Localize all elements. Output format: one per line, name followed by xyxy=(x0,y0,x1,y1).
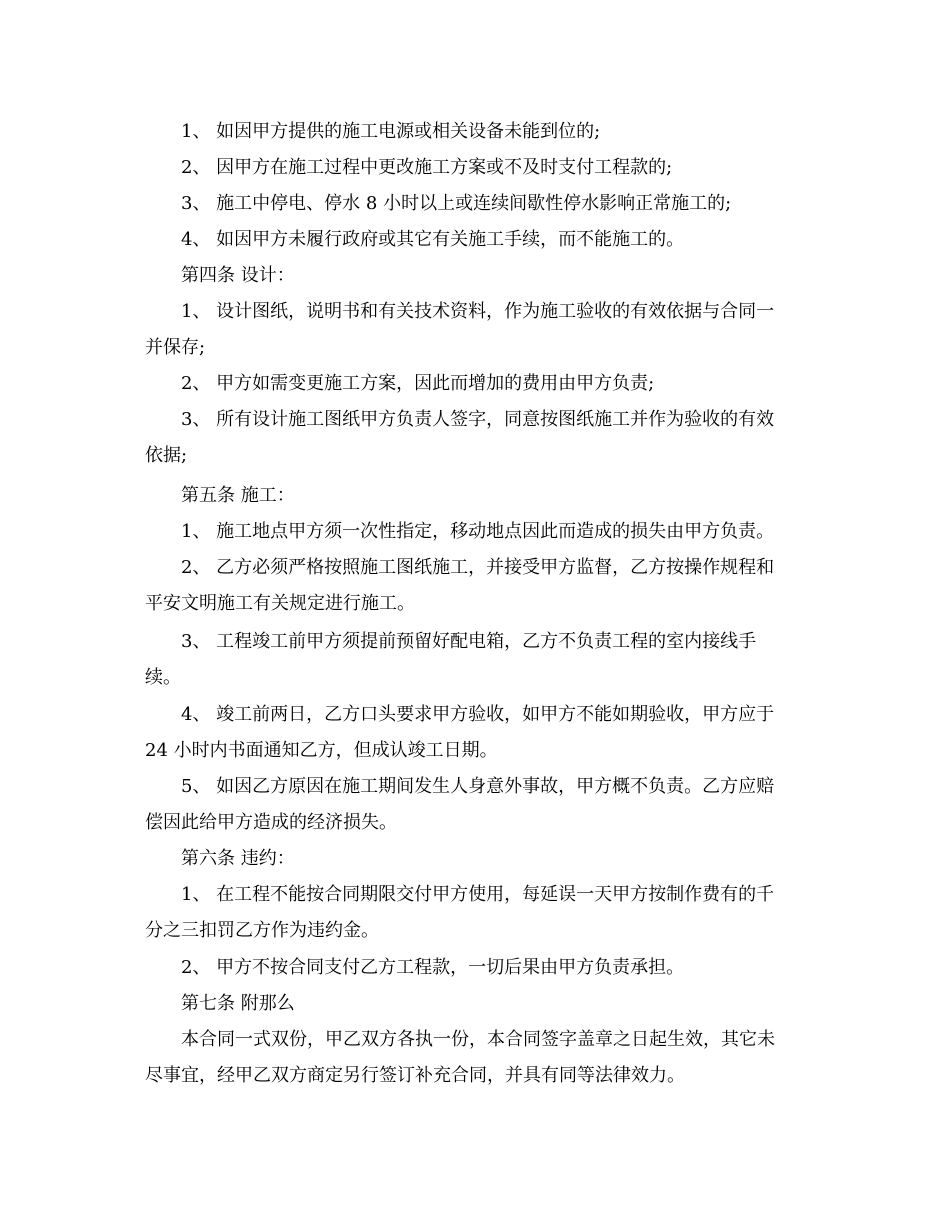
clause-item-1 xyxy=(145,114,805,150)
text-line: 2、 甲方不按合同支付乙方工程款，一切后果由甲方负责承担。 xyxy=(181,957,685,978)
text-line: 4、 如因甲方未履行政府或其它有关施工手续，而不能施工的。 xyxy=(181,229,685,250)
design-item-2 xyxy=(145,366,805,402)
heading-line: 第四条 设计： xyxy=(181,265,295,286)
design-item-1 xyxy=(145,294,805,366)
clause-item-4 xyxy=(145,222,805,258)
text-line: 2、 甲方如需变更施工方案，因此而增加的费用由甲方负责; xyxy=(181,373,655,394)
text-line: 并保存; xyxy=(145,337,206,358)
text-line: 偿因此给甲方造成的经济损失。 xyxy=(145,812,397,833)
construction-item-2 xyxy=(145,550,805,622)
text-line: 依据; xyxy=(145,445,188,466)
heading-line: 第五条 施工： xyxy=(181,485,295,506)
text-line: 5、 如因乙方原因在施工期间发生人身意外事故，甲方概不负责。乙方应赔 xyxy=(181,776,775,797)
breach-item-1 xyxy=(145,877,805,949)
construction-item-5 xyxy=(145,769,805,841)
heading-line: 第七条 附那么 xyxy=(181,993,295,1014)
section-heading-article-6 xyxy=(145,841,805,877)
text-line: 续。 xyxy=(145,667,181,688)
text-line: 尽事宜，经甲乙双方商定另行签订补充合同，并具有同等法律效力。 xyxy=(145,1065,685,1086)
text-line: 1、 如因甲方提供的施工电源或相关设备未能到位的; xyxy=(181,121,601,142)
section-heading-article-7 xyxy=(145,986,805,1022)
construction-item-4 xyxy=(145,697,805,769)
clause-item-2 xyxy=(145,150,805,186)
text-line: 1、 施工地点甲方须一次性指定，移动地点因此而造成的损失由甲方负责。 xyxy=(181,521,775,542)
section-heading-article-5 xyxy=(145,478,805,514)
text-line: 4、 竣工前两日，乙方口头要求甲方验收，如甲方不能如期验收，甲方应于 xyxy=(181,704,775,725)
text-line: 3、 工程竣工前甲方须提前预留好配电箱，乙方不负责工程的室内接线手 xyxy=(181,631,757,652)
text-line: 24 小时内书面通知乙方，但成认竣工日期。 xyxy=(145,740,498,761)
section-heading-article-4 xyxy=(145,258,805,294)
design-item-3 xyxy=(145,402,805,474)
breach-item-2 xyxy=(145,950,805,986)
text-line: 2、 因甲方在施工过程中更改施工方案或不及时支付工程款的; xyxy=(181,157,673,178)
text-line: 平安文明施工有关规定进行施工。 xyxy=(145,593,415,614)
text-line: 1、 设计图纸，说明书和有关技术资料，作为施工验收的有效依据与合同一 xyxy=(181,301,775,322)
text-line: 3、 所有设计施工图纸甲方负责人签字，同意按图纸施工并作为验收的有效 xyxy=(181,409,775,430)
text-line: 本合同一式双份，甲乙双方各执一份，本合同签字盖章之日起生效，其它未 xyxy=(181,1029,775,1050)
closing-paragraph xyxy=(145,1022,805,1094)
construction-item-1 xyxy=(145,514,805,550)
text-line: 1、 在工程不能按合同期限交付甲方使用，每延误一天甲方按制作费有的千 xyxy=(181,884,775,905)
clause-item-3 xyxy=(145,186,805,222)
text-line: 2、 乙方必须严格按照施工图纸施工，并接受甲方监督，乙方按操作规程和 xyxy=(181,557,775,578)
construction-item-3 xyxy=(145,624,805,696)
text-line: 分之三扣罚乙方作为违约金。 xyxy=(145,920,379,941)
text-line: 3、 施工中停电、停水 8 小时以上或连续间歇性停水影响正常施工的; xyxy=(181,193,732,214)
heading-line: 第六条 违约： xyxy=(181,848,295,869)
